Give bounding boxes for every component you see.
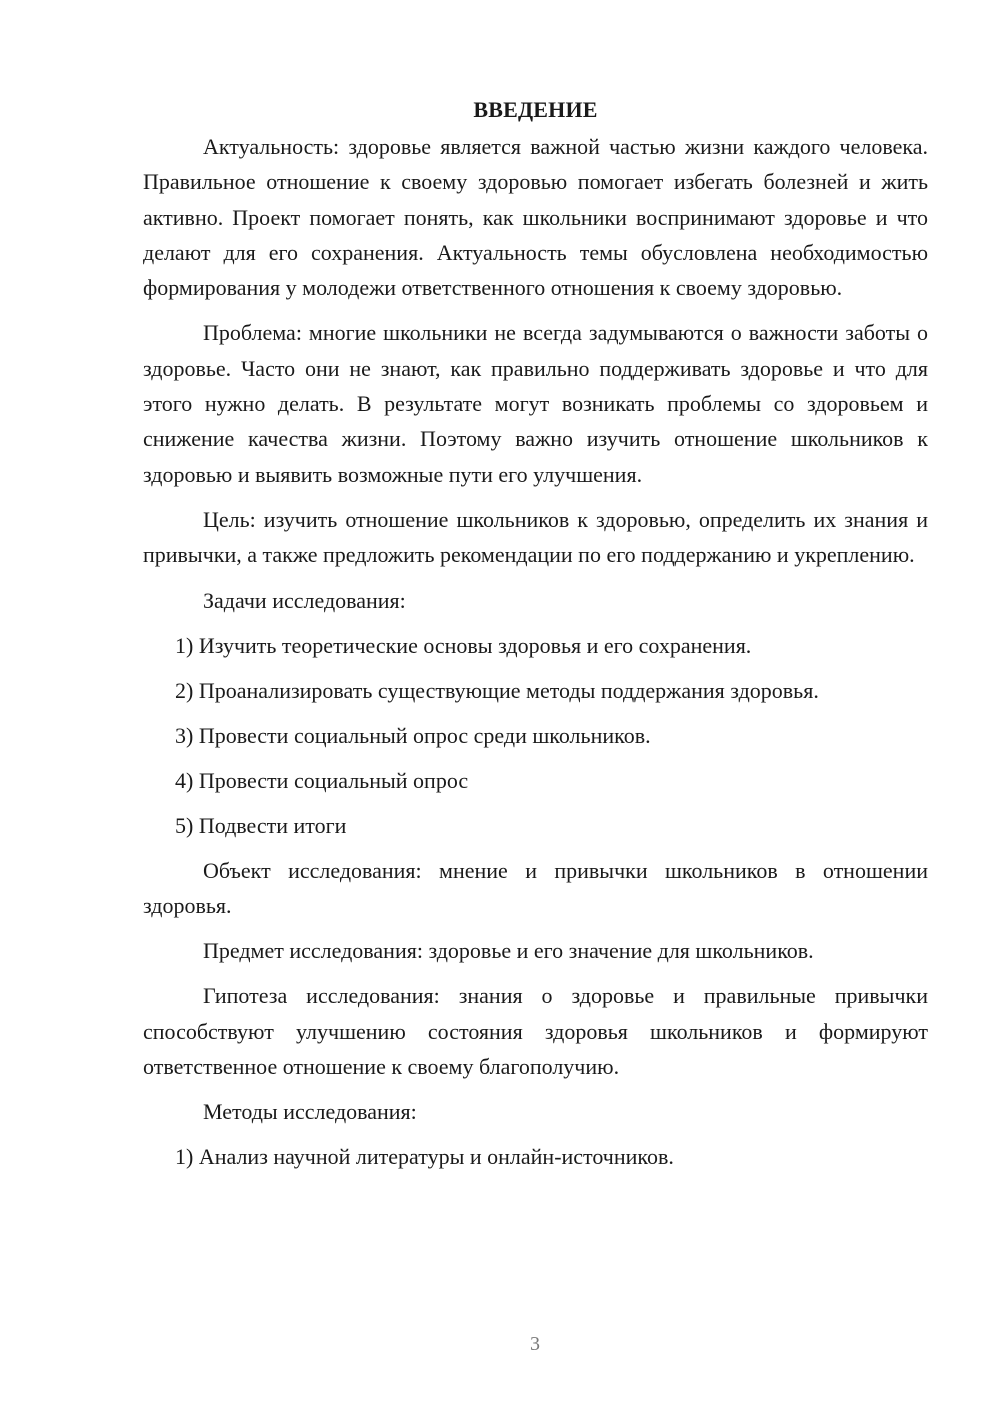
section-title: ВВЕДЕНИЕ: [473, 97, 598, 122]
problem-paragraph: Проблема: многие школьники не всегда задумываются о важности заботы о здоровье. Часто они не знают, как правильно поддерживать здоровье и что для этого нужно делать. В результате могут возникать проблемы со здоровьем и снижение качества жизни. Поэтому важно изучить отношение школьников к здоровью и выявить возможные пути его улучшения.: [143, 320, 928, 487]
tasks-heading: Задачи исследования:: [203, 587, 406, 613]
goal-paragraph: Цель: изучить отношение школьников к здоровью, определить их знания и привычки, а также предложить рекомендации по его поддержанию и укреплению.: [143, 506, 928, 568]
page-number: 3: [530, 1333, 540, 1355]
relevance-paragraph: Актуальность: здоровье является важной частью жизни каждого человека. Правильное отношение к своему здоровью помогает избегать болезней и жить активно. Проект помогает понять, как школьники воспринимают здоровье и что делают для его сохранения. Актуальность темы обусловлена необходимостью формирования у молодежи ответственного отношения к своему здоровью.: [143, 134, 928, 301]
task-item-2: 2) Проанализировать существующие методы поддержания здоровья.: [175, 677, 819, 703]
task-item-5: 5) Подвести итоги: [175, 812, 347, 838]
hypothesis-paragraph: Гипотеза исследования: знания о здоровье и правильные привычки способствуют улучшению состояния здоровья школьников и формируют ответственное отношение к своему благополучию.: [143, 983, 928, 1080]
task-item-3: 3) Провести социальный опрос среди школьников.: [175, 722, 651, 748]
subject-paragraph: Предмет исследования: здоровье и его значение для школьников.: [203, 938, 814, 964]
document-page: [143, 92, 928, 1184]
task-item-4: 4) Провести социальный опрос: [175, 767, 469, 793]
methods-heading: Методы исследования:: [203, 1099, 417, 1125]
method-item-1: 1) Анализ научной литературы и онлайн-источников.: [175, 1144, 674, 1170]
task-item-1: 1) Изучить теоретические основы здоровья и его сохранения.: [175, 632, 752, 658]
object-paragraph: Объект исследования: мнение и привычки школьников в отношении здоровья.: [143, 857, 928, 918]
